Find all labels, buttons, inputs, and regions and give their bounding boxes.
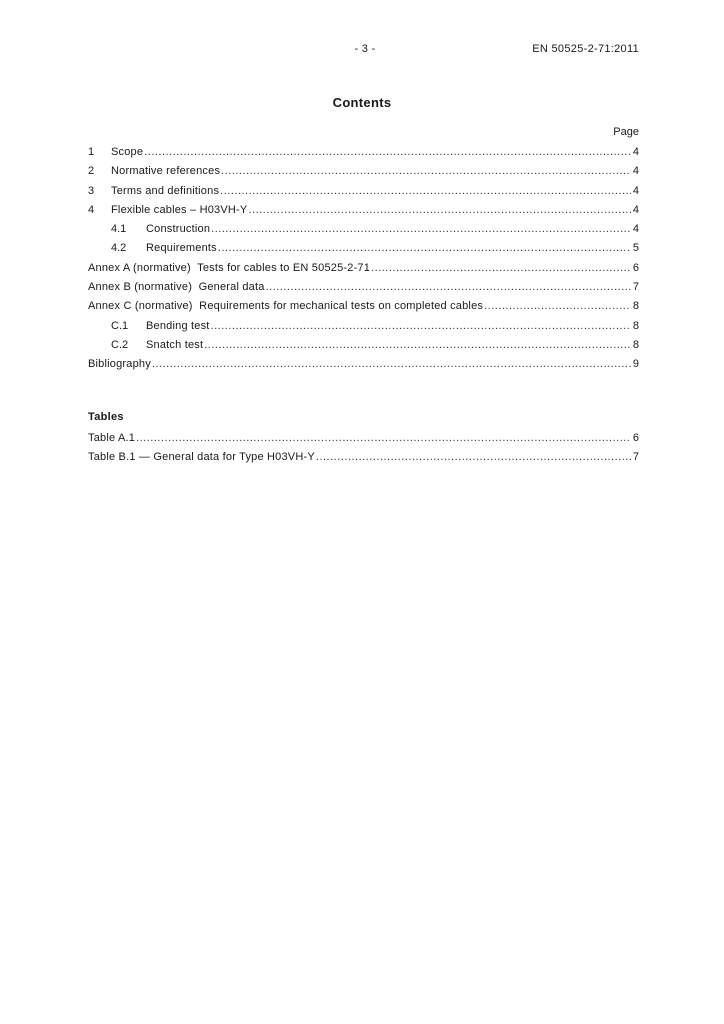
dot-leader — [211, 221, 631, 237]
dot-leader — [218, 240, 631, 256]
toc-entry-title: Annex A (normative) Tests for cables to EN 50525-2-71 — [88, 261, 371, 274]
dot-leader — [220, 183, 631, 199]
toc-entry-page: 4 — [632, 203, 639, 216]
toc-entry-number: C.1 — [111, 319, 129, 332]
toc-entry-title: Requirements — [146, 242, 217, 255]
table-of-contents — [88, 144, 639, 376]
list-of-tables — [88, 430, 639, 469]
toc-entry-bending-test[interactable] — [88, 318, 639, 337]
toc-entry-terms-and-definitions[interactable] — [88, 183, 639, 202]
toc-entry-annex-c[interactable] — [88, 298, 639, 317]
dot-leader — [484, 298, 631, 314]
toc-entry-title: Scope — [111, 146, 144, 158]
toc-entry-flexible-cables[interactable] — [88, 202, 639, 221]
toc-entry-page: 4 — [632, 223, 639, 236]
tables-heading: Tables — [88, 411, 124, 423]
dot-leader — [266, 279, 631, 295]
toc-entry-page: 5 — [632, 242, 639, 255]
toc-entry-normative-references[interactable] — [88, 163, 639, 182]
page-number: - 3 - — [354, 43, 376, 55]
toc-entry-table-b1[interactable] — [88, 449, 639, 468]
document-id: EN 50525-2-71:2011 — [532, 43, 639, 55]
toc-entry-bibliography[interactable] — [88, 356, 639, 375]
toc-entry-requirements[interactable] — [88, 240, 639, 259]
page-column-label: Page — [613, 126, 639, 138]
dot-leader — [211, 318, 631, 334]
toc-entry-scope[interactable] — [88, 144, 639, 163]
dot-leader — [316, 449, 631, 465]
toc-entry-number: 4.1 — [111, 223, 127, 236]
toc-entry-construction[interactable] — [88, 221, 639, 240]
toc-entry-number: 3 — [88, 184, 95, 197]
toc-entry-number: C.2 — [111, 338, 129, 351]
toc-entry-page: 7 — [632, 281, 639, 294]
toc-entry-title: Bending test — [146, 319, 210, 332]
toc-entry-title: Construction — [146, 223, 211, 236]
dot-leader — [136, 430, 631, 446]
toc-entry-page: 8 — [632, 300, 639, 313]
dot-leader — [221, 163, 631, 179]
toc-entry-annex-a[interactable] — [88, 260, 639, 279]
toc-entry-table-a1[interactable] — [88, 430, 639, 449]
toc-entry-number: 2 — [88, 165, 95, 178]
toc-entry-page: 8 — [632, 319, 639, 332]
toc-entry-page: 9 — [632, 358, 639, 371]
toc-entry-annex-b[interactable] — [88, 279, 639, 298]
toc-entry-number: 1 — [88, 146, 95, 158]
toc-entry-page: 7 — [632, 451, 639, 464]
toc-entry-title: Normative references — [111, 165, 221, 178]
toc-entry-title: Annex B (normative) General data — [88, 281, 265, 294]
dot-leader — [152, 356, 631, 372]
toc-entry-page: 4 — [632, 165, 639, 178]
dot-leader — [144, 144, 631, 160]
toc-entry-page: 6 — [632, 432, 639, 444]
toc-entry-page: 6 — [632, 261, 639, 274]
toc-entry-page: 8 — [632, 338, 639, 351]
toc-entry-title: Snatch test — [146, 338, 204, 351]
dot-leader — [371, 260, 631, 276]
toc-entry-title: Flexible cables – H03VH-Y — [111, 203, 248, 216]
toc-entry-title: Annex C (normative) Requirements for mechanical tests on completed cables — [88, 300, 484, 313]
toc-entry-number: 4.2 — [111, 242, 127, 255]
toc-entry-title: Table A.1 — [88, 432, 136, 444]
page-title: Contents — [332, 95, 392, 110]
toc-entry-page: 4 — [632, 146, 639, 158]
toc-entry-page: 4 — [632, 184, 639, 197]
toc-entry-title: Table B.1 — General data for Type H03VH-Y — [88, 451, 315, 464]
toc-entry-title: Bibliography — [88, 358, 151, 371]
toc-entry-number: 4 — [88, 203, 95, 216]
dot-leader — [248, 202, 630, 218]
toc-entry-title: Terms and definitions — [111, 184, 220, 197]
toc-entry-snatch-test[interactable] — [88, 337, 639, 356]
dot-leader — [204, 337, 631, 353]
